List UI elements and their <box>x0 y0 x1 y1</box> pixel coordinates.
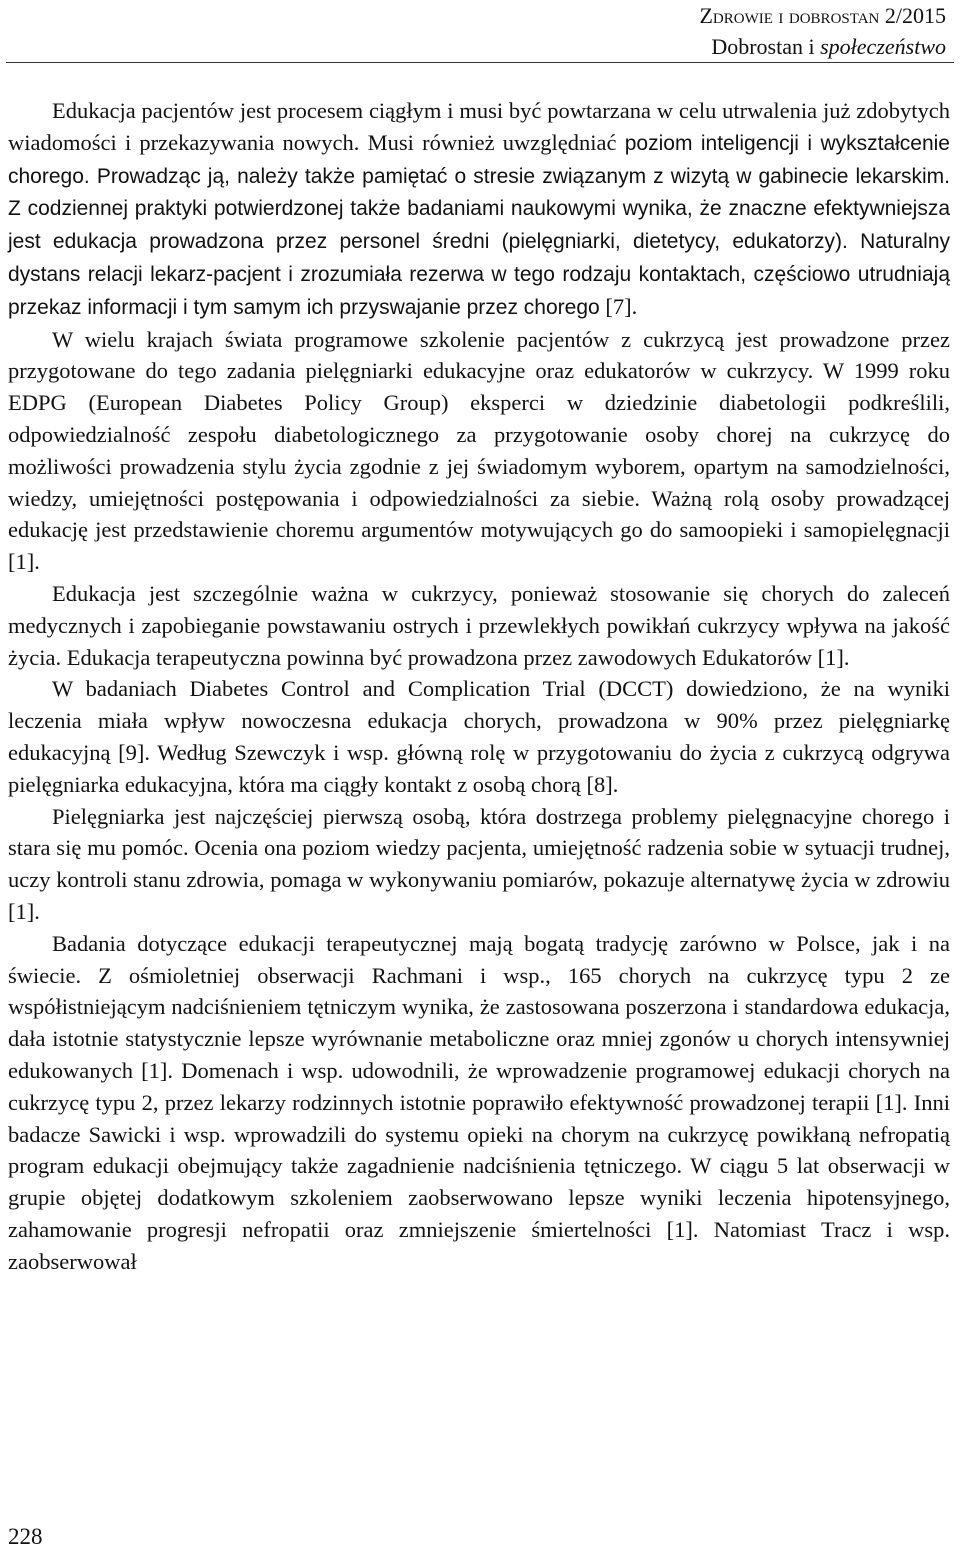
paragraph-5: Pielęgniarka jest najczęściej pierwszą osobą, która dostrzega problemy pielęgnacyjne chorego i stara się mu pomóc. Ocenia ona poziom wiedzy pacjenta, umiejętność radzenia sobie w sytuacji trudnej, uczy kontroli stanu zdrowia, pomaga w wykonywaniu pomiarów, pokazuje alternatywę życia w zdrowiu [1]. <box>8 803 950 924</box>
paragraph-1-part-3: [7]. <box>599 293 638 319</box>
article-body <box>8 95 950 1277</box>
paragraph-1-part-2: poziom inteligencji i wykształcenie chorego. Prowadząc ją, należy także pamiętać o stresie związanym z wizytą w gabinecie lekarskim. Z codziennej praktyki potwierdzonej także badaniami naukowymi wynika, że znaczne efektywniejsza jest edukacja prowadzona przez personel średni (pielęgniarki, dietetycy, edukatorzy). Naturalny dystans relacji lekarz-pacjent i zrozumiała rezerwa w tego rodzaju kontaktach, częściowo utrudniają przekaz informacji i tym samym ich przyswajanie przez chorego <box>8 131 950 319</box>
page-number: 228 <box>8 1524 43 1549</box>
section-title-plain: Dobrostan i <box>711 34 821 59</box>
journal-name: Zdrowie i dobrostan <box>699 3 880 28</box>
section-title-italic: społeczeństwo <box>820 34 946 59</box>
paragraph-6: Badania dotyczące edukacji terapeutycznej mają bogatą tradycję zarówno w Polsce, jak i na świecie. Z ośmioletniej obserwacji Rachmani i wsp., 165 chorych na cukrzycę typu 2 ze współistniejącym nadciśnieniem tętniczym wynika, że zastosowana poszerzona i standardowa edukacja, dała istotnie statystycznie lepsze wyrównanie metaboliczne oraz mniej zgonów u chorych intensywniej edukowanych [1]. Domenach i wsp. udowodnili, że wprowadzenie programowej edukacji chorych na cukrzycę typu 2, przez lekarzy rodzinnych istotnie poprawiło efektywność prowadzonej terapii [1]. Inni badacze Sawicki i wsp. wprowadzili do systemu opieki na chorym na cukrzycę powikłaną nefropatią program edukacji obejmujący także zagadnienie nadciśnienia tętniczego. W ciągu 5 lat obserwacji w grupie objętej dodatkowym szkoleniem zaobserwowano lepsze wyniki leczenia hipotensyjnego, zahamowanie progresji nefropatii oraz zmniejszenie śmiertelności [1]. Natomiast Tracz i wsp. zaobserwował <box>8 930 950 1274</box>
paragraph-4: W badaniach Diabetes Control and Complication Trial (DCCT) dowiedziono, że na wyniki leczenia miała wpływ nowoczesna edukacja chorych, prowadzona w 90% przez pielęgniarkę edukacyjną [9]. Według Szewczyk i wsp. główną rolę w przygotowaniu do życia z cukrzycą odgrywa pielęgniarka edukacyjna, która ma ciągły kontakt z osobą chorą [8]. <box>8 676 950 797</box>
paragraph-1 <box>8 95 950 324</box>
section-title <box>699 31 946 62</box>
header-divider <box>6 62 954 63</box>
journal-issue: 2/2015 <box>884 3 946 28</box>
paragraph-3: Edukacja jest szczególnie ważna w cukrzycy, ponieważ stosowanie się chorych do zaleceń medycznych i zapobieganie powstawaniu ostrych i przewlekłych powikłań cukrzycy wpływa na jakość życia. Edukacja terapeutyczna powinna być prowadzona przez zawodowych Edukatorów [1]. <box>8 580 950 670</box>
running-header <box>699 0 946 62</box>
paragraph-2: W wielu krajach świata programowe szkolenie pacjentów z cukrzycą jest prowadzone przez przygotowane do tego zadania pielęgniarki edukacyjne oraz edukatorów w cukrzycy. W 1999 roku EDPG (European Diabetes Policy Group) eksperci w dziedzinie diabetologii podkreślili, odpowiedzialność zespołu diabetologicznego za przygotowanie osoby chorej na cukrzycę do możliwości prowadzenia stylu życia zgodnie z jej świadomym wyborem, opartym na samodzielności, wiedzy, umiejętności postępowania i odpowiedzialności za siebie. Ważną rolą osoby prowadzącej edukację jest przedstawienie choremu argumentów motywujących go do samoopieki i samopielęgnacji [1]. <box>8 326 950 575</box>
journal-title <box>699 0 946 31</box>
paragraph-1-part-1: Edukacja pacjentów jest procesem ciągłym i musi być powtarzana w celu utrwalenia już zdobytych wiadomości i przekazywania nowych. Musi również uwzględniać <box>8 98 950 155</box>
